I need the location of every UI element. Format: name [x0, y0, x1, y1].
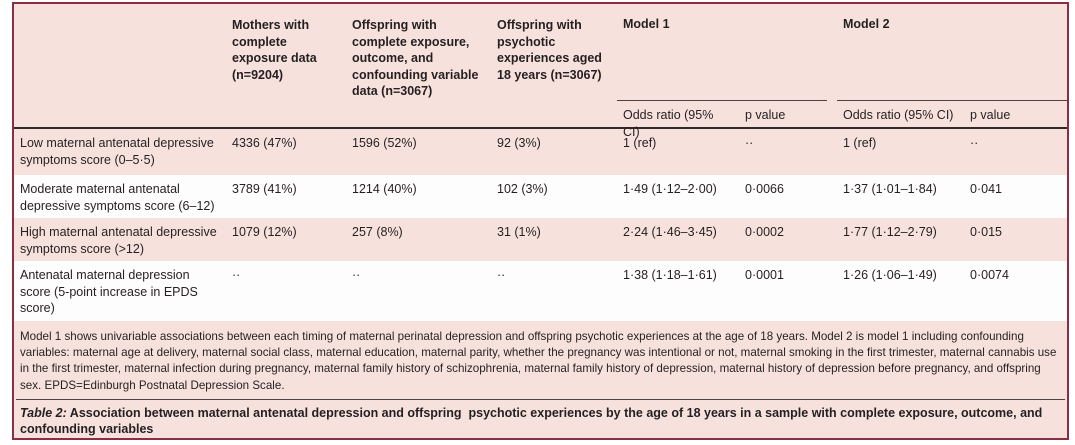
cell-m1-p-value: ·· — [745, 136, 754, 150]
row-label: High maternal antenatal depressive symptoms score (>12) — [20, 225, 217, 256]
cell-m2-p-value: 0·041 — [970, 182, 1002, 196]
cell-offspring-psychotic: 31 (1%) — [497, 225, 541, 239]
cell-m1-odds-ratio: 1 (ref) — [623, 136, 657, 150]
table-frame — [12, 2, 1069, 440]
cell-m2-odds-ratio: 1·37 (1·01–1·84) — [843, 182, 937, 196]
table-row — [14, 175, 1067, 218]
cell-m2-p-value: 0·0074 — [970, 268, 1009, 282]
model2-title: Model 2 — [843, 17, 890, 31]
header-mothers: Mothers with complete exposure data (n=9204) — [232, 18, 317, 82]
subheader-m1-odds-ratio: Odds ratio (95% CI) — [623, 108, 714, 139]
table-caption — [14, 400, 1067, 439]
subheader-m2-odds-ratio: Odds ratio (95% CI) — [843, 108, 954, 122]
cell-m1-p-value: 0·0066 — [745, 182, 784, 196]
header-offspring-psychotic: Offspring with psychotic experiences aged 18 years (n=3067) — [497, 18, 602, 82]
cell-m2-odds-ratio: 1·26 (1·06–1·49) — [843, 268, 937, 282]
subheader-m1-p-value: p value — [745, 108, 786, 122]
cell-offspring-psychotic: 92 (3%) — [497, 136, 541, 150]
cell-offspring-psychotic: 102 (3%) — [497, 182, 548, 196]
cell-m1-odds-ratio: 1·38 (1·18–1·61) — [623, 268, 717, 282]
row-label: Moderate maternal antenatal depressive symptoms score (6–12) — [20, 182, 215, 213]
cell-mothers: 1079 (12%) — [232, 225, 297, 239]
cell-m1-p-value: 0·0001 — [745, 268, 784, 282]
cell-m1-odds-ratio: 2·24 (1·46–3·45) — [623, 225, 717, 239]
row-label: Low maternal antenatal depressive symptoms score (0–5·5) — [20, 136, 214, 167]
table-header-row — [14, 4, 1067, 101]
caption-label: Table 2: — [20, 405, 67, 420]
table-row — [14, 218, 1067, 261]
model2-group — [837, 4, 1067, 101]
caption-text: Association between maternal antenatal depression and offspring psychotic experiences by the age of 18 years in a sample with complete exposure, outcome, and confounding variables — [20, 405, 1046, 437]
table-footnote: Model 1 shows univariable associations between each timing of maternal perinatal depression and offspring psychotic experiences at the age of 18 years. Model 2 is model 1 including confounding variables: maternal age at delivery, maternal social class, maternal education, maternal parity, whether the pregnancy was intentional or not, maternal smoking in the first trimester, maternal cannabis use in the first trimester, maternal infection during pregnancy, maternal family history of schizophrenia, maternal family history of depression, maternal history of depression before pregnancy, and offspring sex. EPDS=Edinburgh Postnatal Depression Scale. — [20, 329, 1057, 392]
cell-mothers: 3789 (41%) — [232, 182, 297, 196]
model1-group — [617, 4, 837, 101]
cell-offspring-complete: 1214 (40%) — [352, 182, 417, 196]
header-offspring-complete: Offspring with complete exposure, outcome, and confounding variable data (n=3067) — [352, 18, 479, 98]
cell-m2-odds-ratio: 1·77 (1·12–2·79) — [843, 225, 937, 239]
cell-offspring-complete: ·· — [352, 268, 361, 282]
table-subheader-row — [14, 101, 1067, 139]
subheader-m2-p-value: p value — [970, 108, 1011, 122]
cell-offspring-complete: 1596 (52%) — [352, 136, 417, 150]
row-label: Antenatal maternal depression score (5-point increase in EPDS score) — [20, 268, 198, 315]
cell-m2-odds-ratio: 1 (ref) — [843, 136, 877, 150]
table-row — [14, 261, 1067, 321]
cell-mothers: 4336 (47%) — [232, 136, 297, 150]
header-empty-cell — [14, 4, 226, 101]
table-row — [14, 129, 1067, 175]
cell-offspring-complete: 257 (8%) — [352, 225, 403, 239]
cell-m2-p-value: ·· — [970, 136, 979, 150]
model1-title: Model 1 — [623, 17, 670, 31]
cell-m1-p-value: 0·0002 — [745, 225, 784, 239]
cell-m1-odds-ratio: 1·49 (1·12–2·00) — [623, 182, 717, 196]
cell-mothers: ·· — [232, 268, 241, 282]
cell-m2-p-value: 0·015 — [970, 225, 1002, 239]
cell-offspring-psychotic: ·· — [497, 268, 506, 282]
